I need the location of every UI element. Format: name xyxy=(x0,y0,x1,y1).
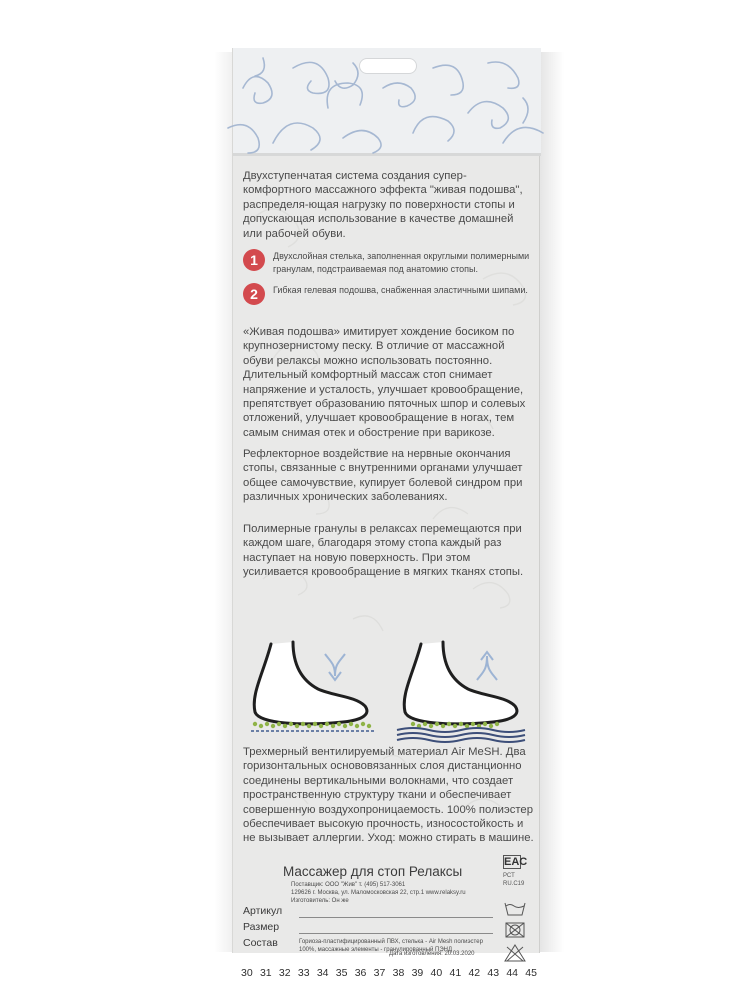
size-item: 39 xyxy=(411,967,424,979)
rst-mark: РСТ xyxy=(503,873,515,879)
article-label: Артикул xyxy=(243,905,283,917)
arrow-down-icon xyxy=(325,654,345,680)
foot-illustration xyxy=(243,634,535,744)
feature-item-1 xyxy=(243,249,535,279)
size-item: 32 xyxy=(278,967,291,979)
size-item: 37 xyxy=(373,967,386,979)
number-badge-1: 1 xyxy=(243,249,265,271)
size-item: 40 xyxy=(430,967,443,979)
size-label: Размер xyxy=(243,921,280,933)
intro-text: Двухступенчатая система создания супер-комфортного массажного эффекта "живая подошва", распределя-ющая нагрузку по поверхности стопы и допускающая использование в качестве домашней или рабочей обуви. xyxy=(243,170,523,240)
composition-info: Гориоза-пластифицированный ПВХ, стелька - Air Mesh полиэстер 100%, массажные элементы - гранулированный ПЭНД xyxy=(299,939,483,953)
size-item: 43 xyxy=(487,967,500,979)
hang-hole xyxy=(359,58,417,74)
size-item: 36 xyxy=(354,967,367,979)
size-item: 38 xyxy=(392,967,405,979)
box-shadow-right xyxy=(540,52,564,952)
size-scale xyxy=(241,967,537,979)
foot-left-illustration xyxy=(249,642,375,731)
wash-icon xyxy=(505,903,525,915)
paragraph-granules: Полимерные гранулы в релаксах перемещаются при каждом шаге, благодаря этому стопа каждый раз наступает на новую поверхность. При этом усиливается кровообращение в мягких тканях стопы. xyxy=(243,523,524,579)
size-item: 33 xyxy=(297,967,310,979)
supplier-info: Поставщик: ООО "Жив" т. (495) 517-3061 xyxy=(291,882,406,888)
certification-marks xyxy=(503,855,528,887)
maker-info: Изготовитель: Он же xyxy=(291,898,349,904)
size-field xyxy=(243,921,493,937)
address-info: 129626 г. Москва, ул. Маломосковская 22, стр.1 www.relaksy.ru xyxy=(291,890,466,896)
arrow-up-icon xyxy=(477,652,497,680)
size-item: 42 xyxy=(468,967,481,979)
package-hanger xyxy=(233,48,541,156)
feature-item-2 xyxy=(243,283,535,313)
size-item: 35 xyxy=(335,967,348,979)
paragraph-air-mesh: Трехмерный вентилируемый материал Air MeSH. Два горизонтальных основовязанных слоя дистанционно соединены вертикальными волокнами, что создает пространственную структуру ткани и обеспечивает совершенную воздухопроницаемость. 100% полиэстер обеспечивает высокую прочность, износостойкость и не вызывает аллергии. Уход: можно стирать в машине. xyxy=(243,746,534,845)
no-tumble-dry-icon xyxy=(506,923,524,937)
product-package xyxy=(232,48,540,979)
size-item: 34 xyxy=(316,967,329,979)
size-item: 31 xyxy=(259,967,272,979)
size-item: 44 xyxy=(506,967,519,979)
ru-mark: RU.C19 xyxy=(503,881,525,887)
package-back-content xyxy=(233,159,541,979)
article-field xyxy=(243,905,493,921)
size-item: 41 xyxy=(449,967,462,979)
size-line xyxy=(299,933,493,934)
product-title: Массажер для стоп Релаксы xyxy=(283,864,463,879)
care-symbols xyxy=(503,901,529,967)
size-item: 30 xyxy=(241,967,253,979)
paragraph-reflex: Рефлекторное воздействие на нервные окончания стопы, связанные с внутренними органами улучшает общее самочувствие, купирует болевой синдром при различных хронических заболеваниях. xyxy=(243,448,523,504)
paragraph-live-sole: «Живая подошва» имитирует хождение босиком по крупнозернистому песку. В отличие от массажной обуви релаксы можно использовать постоянно. Длительный комфортный массаж стоп снимает напряжение и усталость, улучшает кровообращение, препятствует образованию пяточных шпор и солевых отложений, улучшает кровообращение в ногах, тем самым снимая отек и обострение при варикозе. xyxy=(243,326,526,439)
feature-text-1: Двухслойная стелька, заполненная округлыми полимерными гранулам, подстраиваемая под анатомию стопы. xyxy=(273,251,530,274)
no-bleach-icon xyxy=(505,945,525,961)
size-item: 45 xyxy=(525,967,537,979)
article-line xyxy=(299,917,493,918)
number-badge-2: 2 xyxy=(243,283,265,305)
feature-text-2: Гибкая гелевая подошва, снабженная эластичными шипами. xyxy=(273,285,528,295)
foot-right-illustration xyxy=(397,642,525,742)
date-info: Дата изготовления: 20.03.2020 xyxy=(389,951,475,957)
eac-mark: EAC xyxy=(504,856,528,868)
box-shadow-left xyxy=(214,52,232,952)
composition-label: Состав xyxy=(243,937,278,949)
